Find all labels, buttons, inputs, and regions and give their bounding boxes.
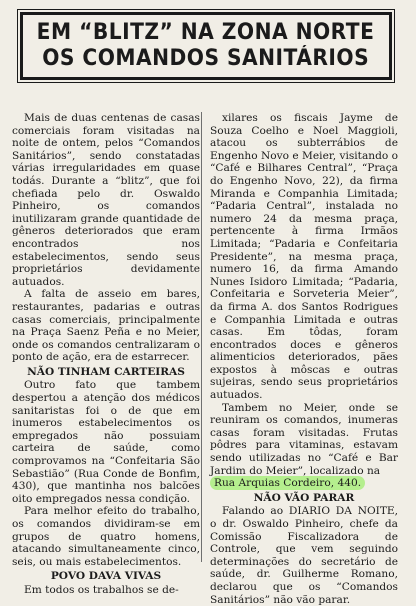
headline-box [20,12,392,80]
paragraph: Mais de duas centenas de casas comerciais foram visitadas na noite de ontem, pelos “Comandos Sanitários”, sendo constatadas várias irregularidades em quase todás. Durante a “blitz”, que foi chefiada pelo dr. Oswaldo Pinheiro, os comandos inutilizaram grande quantidade de gêneros deteriorados que eram encontrados nos estabelecimentos, sendo seus proprietários devidamente autuados. [12,112,200,288]
headline-line-2: OS COMANDOS SANITÁRIOS [42,46,370,71]
paragraph: Outro fato que tambem despertou a atenção dos médicos sanitaristas foi o de que em inumeros estabelecimentos os empregados não possuiam carteira de saúde, como comprovamos na “Confeitaria São Sebastião” (Rua Conde de Bonfim, 430), que mantinha nos balcões oito empregados nessa condição. [12,379,200,505]
address-highlight: Rua Arquias Cordeiro, 440. [210,476,365,490]
paragraph: Falando ao DIARIO DA NOITE, o dr. Oswaldo Pinheiro, chefe da Comissão Fiscalizadora de Controle, que vem seguindo determinações do secretário de saúde, dr. Guilherme Romano, declarou que os “Comandos Sanitários” não vão parar. [210,505,398,606]
paragraph: Tambem no Meier, onde se reuniram os comandos, inumeras casas foram visitadas. Frutas pôdres para vitaminas, estavam sendo utilizadas no “Café e Bar Jardim do Meier”, localizado na [210,401,398,477]
paragraph: xilares os fiscais Jayme de Souza Coelho e Noel Maggioli, atacou os subterrábios de Engenho Novo e Meier, visitando o “Café e Bilhares Central”, “Praça do Engenho Novo, 22), da firma Miranda e Companhia Limitada; “Padaria Central”, instalada no numero 24 da mesma praça, pertencente à firma Irmãos Limitada; “Padaria e Confeitaria Presidente”, na mesma praça, numero 16, da firma Amando Nunes Isidoro Limitada; “Padaria, Confeitaria e Sorveteria Meier”, da firma A. dos Santos Rodrigues e Companhia Limitada e outras casas. Em tôdas, foram encontrados doces e gêneros alimenticios deteriorados, pães expostos à môscas e outras sujeiras, sendo seus proprietários autuados. [210,112,398,402]
paragraph: Em todos os trabalhos se de- [24,583,179,596]
column-divider [201,112,202,562]
paragraph: Para melhor efeito do trabalho, os comandos dividiram-se em grupos de quatro homens, atacando simultaneamente cinco, seis, ou mais estabelecimentos. [12,505,200,568]
subheading: NÃO VÃO PARAR [253,491,355,504]
headline-line-1: EM “BLITZ” NA ZONA NORTE [37,20,375,45]
subheading: NÃO TINHAM CARTEIRAS [27,365,185,378]
highlighted-line [210,477,398,490]
paragraph: A falta de asseio em bares, restaurantes, padarias e outras casas comerciais, principalmente na Praça Saenz Peña e no Meier, onde os comandos centralizaram o ponto de ação, era de estarrecer. [12,288,200,364]
left-column [12,112,200,597]
subheading: POVO DAVA VIVAS [50,570,162,583]
right-column [210,112,398,606]
